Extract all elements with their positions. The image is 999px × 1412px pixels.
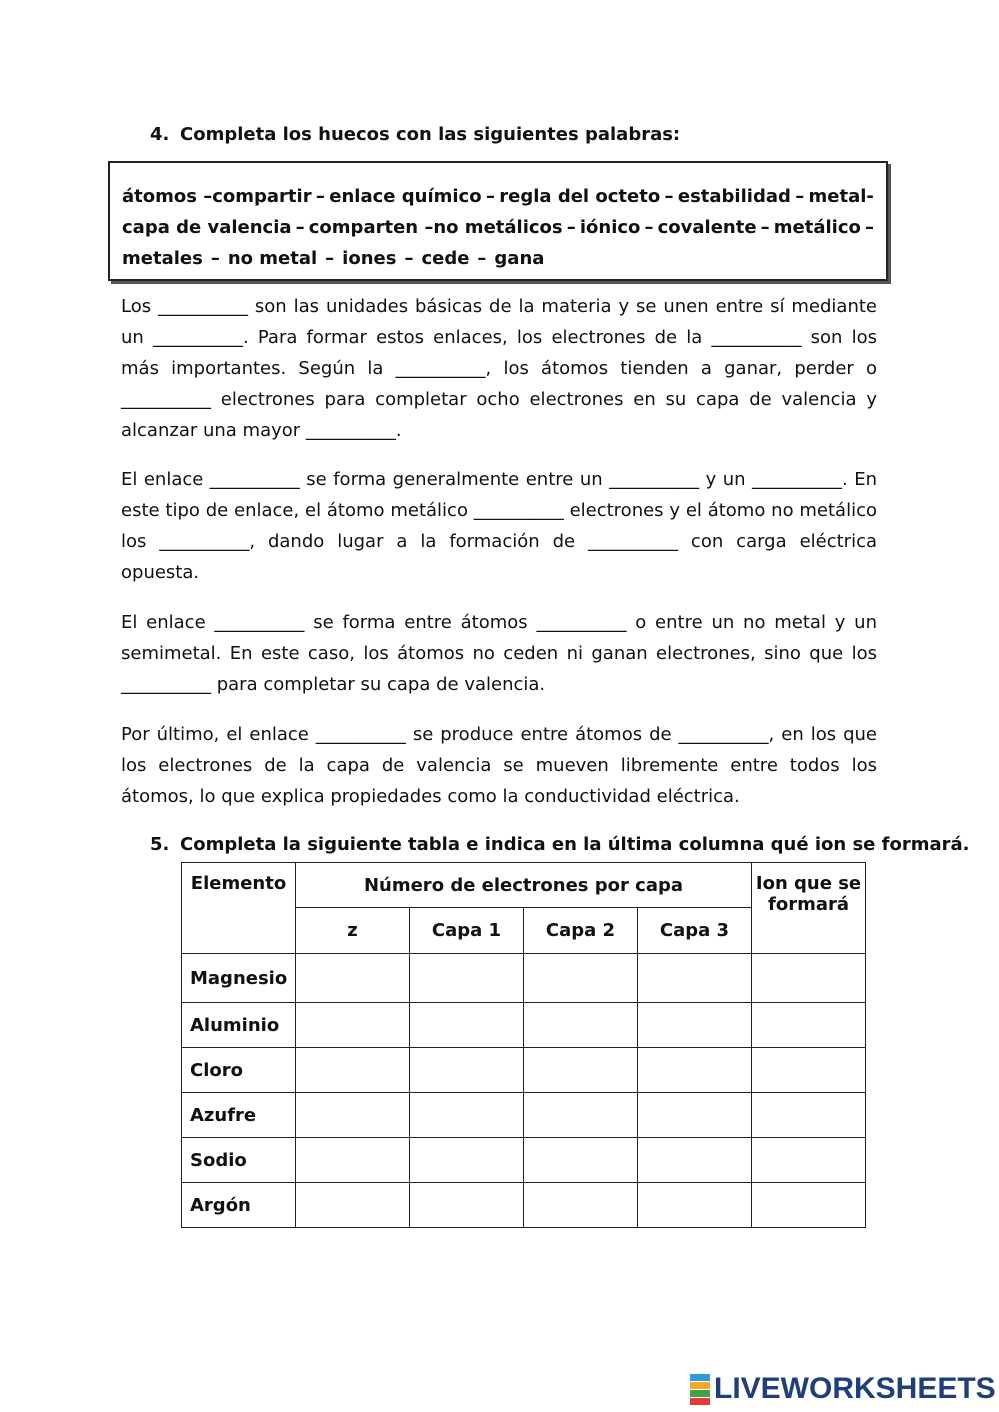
table-row — [182, 1093, 866, 1138]
answer-cell[interactable] — [296, 1093, 410, 1138]
answer-cell[interactable] — [638, 1183, 752, 1228]
word-bank-item: iónico — [579, 217, 641, 238]
row-element-label: Argón — [182, 1183, 296, 1228]
answer-cell[interactable] — [296, 1003, 410, 1048]
answer-cell[interactable] — [638, 954, 752, 1003]
electron-table — [181, 862, 866, 1228]
answer-cell[interactable] — [296, 1138, 410, 1183]
answer-cell[interactable] — [410, 1003, 524, 1048]
answer-cell[interactable] — [410, 1093, 524, 1138]
word-bank-separator: – — [664, 186, 674, 207]
row-element-label: Aluminio — [182, 1003, 296, 1048]
table-row — [182, 1048, 866, 1093]
logo-text: LIVEWORKSHEETS — [714, 1372, 996, 1405]
word-bank-separator: – — [404, 248, 414, 269]
word-bank-line-3 — [122, 243, 874, 274]
answer-cell[interactable] — [638, 1003, 752, 1048]
answer-cell[interactable] — [752, 1138, 866, 1183]
answer-cell[interactable] — [638, 1138, 752, 1183]
word-bank-item: iones — [342, 248, 397, 269]
word-bank-item: regla del octeto — [499, 186, 661, 207]
answer-cell[interactable] — [752, 954, 866, 1003]
answer-cell[interactable] — [524, 1093, 638, 1138]
table-row — [182, 1003, 866, 1048]
word-bank-line-2 — [122, 212, 874, 243]
word-bank-item: metal- — [808, 186, 874, 207]
question-number: 4. — [150, 124, 170, 145]
word-bank-item: estabilidad — [677, 186, 791, 207]
answer-cell[interactable] — [410, 1183, 524, 1228]
header-element: Elemento — [182, 863, 296, 954]
word-bank-separator: – — [864, 217, 874, 238]
word-bank-item: gana — [494, 248, 545, 269]
table-row — [182, 1138, 866, 1183]
answer-cell[interactable] — [410, 1048, 524, 1093]
fill-in-paragraph-1[interactable]: Los __________ son las unidades básicas de la materia y se unen entre sí mediante un __________. Para formar estos enlaces, los electrones de la __________ son los más importantes. Según la __________, los átomos tienden a ganar, perder o __________ electrones para completar ocho electrones en su capa de valencia y alcanzar una mayor __________. — [121, 296, 877, 441]
electron-table-container — [181, 862, 866, 1228]
table-row — [182, 954, 866, 1003]
answer-cell[interactable] — [524, 1003, 638, 1048]
row-element-label: Sodio — [182, 1138, 296, 1183]
answer-cell[interactable] — [638, 1048, 752, 1093]
word-bank-separator: – — [295, 217, 305, 238]
word-bank-separator: – — [210, 248, 220, 269]
word-bank-item: covalente — [657, 217, 757, 238]
subheader-z: z — [296, 908, 410, 954]
header-electrons-per-shell: Número de electrones por capa — [296, 863, 752, 908]
header-ion: Ion que se formará — [752, 863, 866, 954]
subheader-capa-3: Capa 3 — [638, 908, 752, 954]
question-4-title — [150, 124, 680, 145]
word-bank-separator: – — [760, 217, 770, 238]
answer-cell[interactable] — [410, 954, 524, 1003]
answer-cell[interactable] — [524, 1183, 638, 1228]
answer-cell[interactable] — [752, 1183, 866, 1228]
word-bank-separator: – — [566, 217, 576, 238]
word-bank-item: átomos –compartir — [122, 186, 312, 207]
subheader-capa-2: Capa 2 — [524, 908, 638, 954]
answer-cell[interactable] — [752, 1003, 866, 1048]
liveworksheets-logo-icon — [690, 1374, 710, 1405]
table-row — [182, 1183, 866, 1228]
answer-cell[interactable] — [296, 954, 410, 1003]
answer-cell[interactable] — [638, 1093, 752, 1138]
answer-cell[interactable] — [524, 1138, 638, 1183]
word-bank-separator: – — [485, 186, 495, 207]
word-bank-item: no metal — [227, 248, 318, 269]
word-bank-item: metales — [122, 248, 203, 269]
word-bank-line-1 — [122, 181, 874, 212]
word-bank-separator: – — [644, 217, 654, 238]
row-element-label: Azufre — [182, 1093, 296, 1138]
logo-stripe — [690, 1382, 710, 1389]
word-bank-item: comparten –no metálicos — [308, 217, 563, 238]
answer-cell[interactable] — [752, 1093, 866, 1138]
fill-in-paragraph-4[interactable]: Por último, el enlace __________ se produce entre átomos de __________, en los que los electrones de la capa de valencia se mueven libremente entre todos los átomos, lo que explica propiedades como la conductividad eléctrica. — [121, 724, 877, 807]
answer-cell[interactable] — [524, 954, 638, 1003]
question-text: Completa los huecos con las siguientes palabras: — [180, 124, 681, 145]
fill-in-paragraph-3[interactable]: El enlace __________ se forma entre átomos __________ o entre un no metal y un semimetal. En este caso, los átomos no ceden ni ganan electrones, sino que los __________ para completar su capa de valencia. — [121, 612, 877, 695]
fill-in-paragraph-2[interactable]: El enlace __________ se forma generalmente entre un __________ y un __________. En este tipo de enlace, el átomo metálico __________ electrones y el átomo no metálico los __________, dando lugar a la formación de __________ con carga eléctrica opuesta. — [121, 469, 877, 583]
word-bank-item: capa de valencia — [122, 217, 292, 238]
answer-cell[interactable] — [410, 1138, 524, 1183]
logo-stripe — [690, 1390, 710, 1397]
word-bank-separator: – — [795, 186, 805, 207]
word-bank-item: cede — [421, 248, 470, 269]
answer-cell[interactable] — [752, 1048, 866, 1093]
word-bank-item: metálico — [773, 217, 861, 238]
answer-cell[interactable] — [524, 1048, 638, 1093]
answer-cell[interactable] — [296, 1183, 410, 1228]
row-element-label: Cloro — [182, 1048, 296, 1093]
word-bank-separator: – — [325, 248, 335, 269]
question-text: Completa la siguiente tabla e indica en la última columna qué ion se formará. — [180, 834, 970, 855]
liveworksheets-logo — [690, 1372, 996, 1406]
word-bank-separator: – — [477, 248, 487, 269]
logo-stripe — [690, 1374, 710, 1381]
answer-cell[interactable] — [296, 1048, 410, 1093]
subheader-capa-1: Capa 1 — [410, 908, 524, 954]
word-bank-item: enlace químico — [329, 186, 482, 207]
word-bank-separator: – — [315, 186, 325, 207]
row-element-label: Magnesio — [182, 954, 296, 1003]
question-number: 5. — [150, 834, 170, 855]
logo-stripe — [690, 1398, 710, 1405]
word-bank-box — [108, 161, 888, 281]
question-5-title — [150, 834, 970, 855]
